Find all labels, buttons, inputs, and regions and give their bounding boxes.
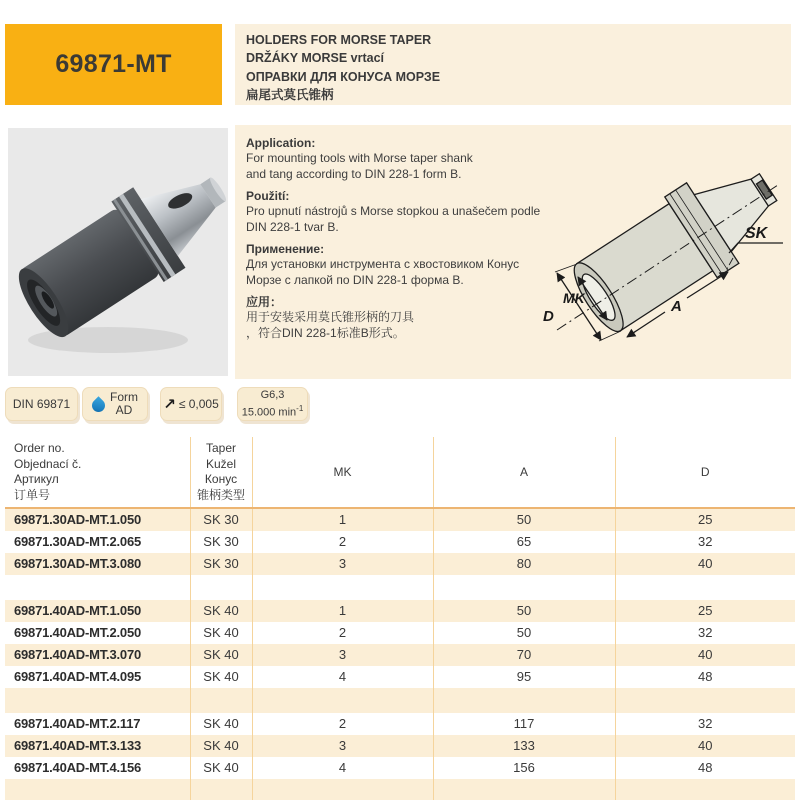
column-header-d: D [615,437,795,508]
application-heading: Application: [246,136,316,150]
application-heading: Použití: [246,189,290,203]
product-code-banner [5,24,222,105]
badge-runout [160,387,222,421]
form-label: Form AD [110,390,138,417]
table-row: 69871.40AD-MT.3.070 SK 40 3 70 40 [5,644,795,666]
table-row: 69871.30AD-MT.1.050 SK 30 1 50 25 [5,508,795,531]
table-row: 69871.40AD-MT.2.050 SK 40 2 50 32 [5,622,795,644]
product-code: 69871-MT [55,50,172,78]
table-row: 69871.40AD-MT.1.050 SK 40 1 50 25 [5,600,795,622]
title-box [235,24,791,105]
table-row: 69871.40AD-MT.4.156 SK 40 4 156 48 [5,757,795,779]
application-text [246,136,546,348]
badge-balancing-grade [237,387,308,421]
application-heading: Применение: [246,242,325,256]
drawing-label-sk: SK [745,225,768,242]
application-heading: 应用： [246,295,283,309]
product-photo-image [8,128,228,376]
product-photo [8,128,228,376]
table-row: 69871.40AD-MT.2.117 SK 40 2 117 32 [5,713,795,735]
table-row: 69871.40AD-MT.3.133 SK 40 3 133 40 [5,735,795,757]
title-ru: ОПРАВКИ ДЛЯ КОНУСА МОРЗЕ [246,69,441,84]
table-row: 69871.30AD-MT.2.065 SK 30 2 65 32 [5,531,795,553]
title-cs: DRŽÁKY MORSE vrtací [246,51,384,66]
column-header-order: Order no. Objednací č. Артикул 订单号 [5,437,190,508]
coolant-droplet-icon [89,396,107,414]
table-header-row [5,437,795,508]
technical-drawing [535,125,791,379]
application-section-en: Application: For mounting tools with Morse taper shank and tang according to DIN 228-1 form B. [246,136,546,182]
dimensions-table [5,437,795,800]
table-bottom-strip [5,779,795,800]
runout-arrow-icon: ↗ [163,395,176,413]
application-section-cs: Použití: Pro upnutí nástrojů s Morse stopkou a unašečem podle DIN 228-1 tvar B. [246,189,546,235]
application-section-ru: Применение: Для установки инструмента с хвостовиком Конус Морзе с лапкой по DIN 228-1 форма B. [246,242,546,288]
title-en: HOLDERS FOR MORSE TAPER [246,32,432,47]
badge-din-standard [5,387,78,421]
badge-coolant-form [82,387,148,421]
column-header-a: A [433,437,615,508]
column-header-mk: MK [252,437,433,508]
application-section-zh: 应用： 用于安装采用莫氏锥形柄的刀具 ，符合DIN 228-1标准B形式。 [246,295,546,341]
drawing-label-mk: MK [563,290,585,306]
drawing-label-a: A [671,298,682,315]
balancing-grade-value: G6,3 15.000 $\min^{-1}$ [241,388,304,419]
drawing-label-d: D [543,308,554,325]
table-row: 69871.30AD-MT.3.080 SK 30 3 80 40 [5,553,795,575]
din-standard-label: DIN 69871 [12,397,71,411]
table-group-spacer [5,688,795,713]
runout-value: ≤ 0,005 [178,397,219,411]
info-panel [235,125,791,379]
column-header-taper: Taper Kužel Конус 锥柄类型 [190,437,252,508]
title-zh: 扁尾式莫氏锥柄 [246,88,334,103]
table-row: 69871.40AD-MT.4.095 SK 40 4 95 48 [5,666,795,688]
table-group-spacer [5,575,795,600]
